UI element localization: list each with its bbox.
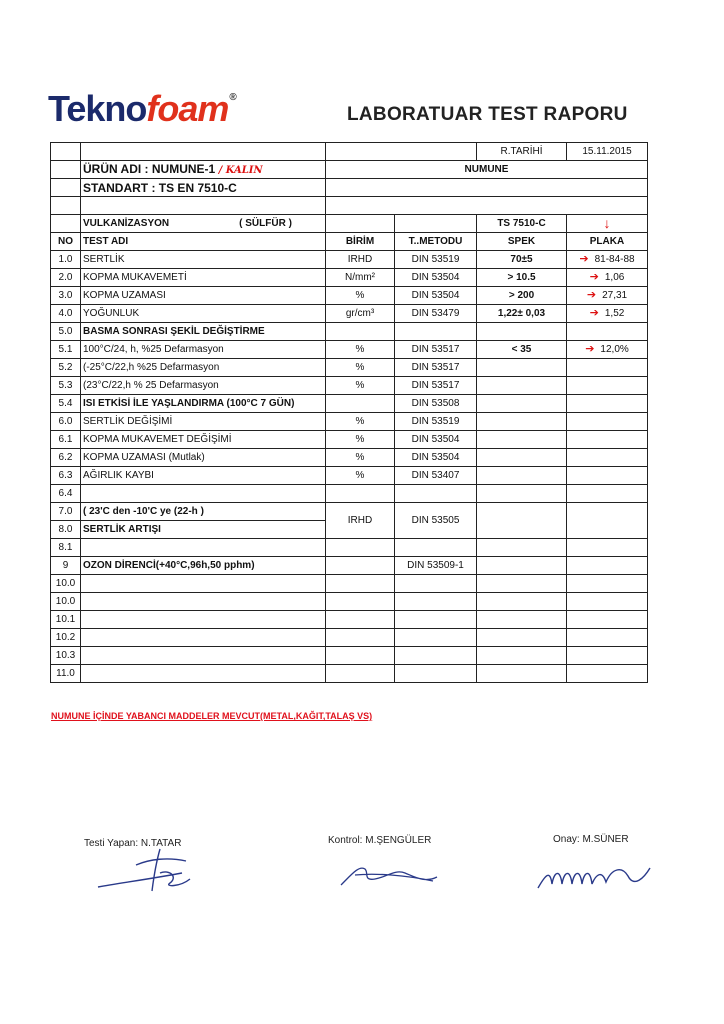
plate-value: [567, 413, 648, 431]
row-no: 6.0: [51, 413, 81, 431]
spec-value: > 200: [477, 287, 567, 305]
test-method: [395, 485, 477, 503]
col-header-plate: PLAKA: [567, 233, 648, 251]
test-name: ( 23'C den -10'C ye (22-h ): [81, 503, 326, 521]
spec-value: [477, 323, 567, 341]
unit: %: [326, 287, 395, 305]
test-name: [81, 575, 326, 593]
table-row: [51, 647, 648, 665]
test-method: DIN 53517: [395, 341, 477, 359]
table-row: [51, 341, 648, 359]
plate-value: [567, 359, 648, 377]
test-name: (-25°C/22,h %25 Defarmasyon: [81, 359, 326, 377]
plate-value: [567, 665, 648, 683]
standard-row: [51, 179, 648, 197]
test-method: DIN 53517: [395, 359, 477, 377]
unit: [326, 323, 395, 341]
foreign-material-note: NUMUNE İÇİNDE YABANCI MADDELER MEVCUT(METAL,KAĞIT,TALAŞ VS): [51, 711, 373, 721]
tested-by-label: Testi Yapan: N.TATAR: [84, 838, 182, 849]
approved-by-signature: [532, 848, 662, 898]
test-method: DIN 53504: [395, 287, 477, 305]
test-method: DIN 53479: [395, 305, 477, 323]
plate-text: 12,0%: [600, 344, 629, 355]
red-arrow-icon: ➔: [585, 343, 595, 355]
test-method: [395, 323, 477, 341]
approved-by-label: Onay: M.SÜNER: [553, 834, 629, 845]
unit: [326, 593, 395, 611]
table-row: [51, 305, 648, 323]
col-header-unit: BİRİM: [326, 233, 395, 251]
unit: %: [326, 341, 395, 359]
table-row: [51, 539, 648, 557]
plate-value: [567, 377, 648, 395]
row-no: 5.1: [51, 341, 81, 359]
table-row: [51, 467, 648, 485]
row-no: 10.0: [51, 575, 81, 593]
unit: [326, 647, 395, 665]
checked-by-signature: [335, 855, 445, 895]
test-name: [81, 539, 326, 557]
red-arrow-icon: ➔: [589, 271, 599, 283]
table-row: [51, 575, 648, 593]
table-row: [51, 251, 648, 269]
test-method: DIN 53519: [395, 251, 477, 269]
table-row-merged-top: [51, 503, 648, 521]
spec-value: [477, 449, 567, 467]
product-name: [81, 161, 326, 179]
plate-text: 1,52: [604, 308, 625, 319]
test-method: DIN 53517: [395, 377, 477, 395]
row-no: 6.2: [51, 449, 81, 467]
plate-value: [567, 629, 648, 647]
logo-text-part2: foam: [146, 88, 229, 129]
logo-registered-mark: ®: [229, 92, 236, 103]
test-name: KOPMA MUKAVEMET DEĞİŞİMİ: [81, 431, 326, 449]
plate-text: 81-84-88: [594, 254, 635, 265]
row-no: 5.3: [51, 377, 81, 395]
plate-value: [567, 305, 648, 323]
unit: [326, 629, 395, 647]
product-handnote: / KALIN: [218, 165, 263, 176]
table-row: [51, 323, 648, 341]
unit: [326, 539, 395, 557]
vulcanization-cell: [81, 215, 326, 233]
plate-value: [567, 287, 648, 305]
row-no: 5.4: [51, 395, 81, 413]
unit: [326, 557, 395, 575]
test-name: KOPMA UZAMASI (Mutlak): [81, 449, 326, 467]
test-name: [81, 611, 326, 629]
plate-value: [567, 647, 648, 665]
spec-value: [477, 647, 567, 665]
spec-value: [477, 413, 567, 431]
unit: [326, 395, 395, 413]
table-row: [51, 665, 648, 683]
plate-value: [567, 611, 648, 629]
test-name: SERTLİK DEĞİŞİMİ: [81, 413, 326, 431]
unit: [326, 611, 395, 629]
test-method: DIN 53407: [395, 467, 477, 485]
plate-value: [567, 503, 648, 539]
test-method: [395, 629, 477, 647]
table-row: [51, 359, 648, 377]
spec-value: [477, 377, 567, 395]
test-name: [81, 485, 326, 503]
col-header-test-name: TEST ADI: [81, 233, 326, 251]
plate-text: 1,06: [604, 272, 625, 283]
unit: [326, 665, 395, 683]
unit: %: [326, 449, 395, 467]
column-header-row: [51, 233, 648, 251]
row-no: 10.1: [51, 611, 81, 629]
logo-text-part1: Tekno: [48, 88, 147, 129]
spec-value: 1,22± 0,03: [477, 305, 567, 323]
spec-standard: TS 7510-C: [477, 215, 567, 233]
test-method: DIN 53509-1: [395, 557, 477, 575]
test-method: DIN 53504: [395, 269, 477, 287]
test-name: [81, 647, 326, 665]
unit: %: [326, 359, 395, 377]
row-no: 6.3: [51, 467, 81, 485]
test-method: [395, 575, 477, 593]
sample-label: NUMUNE: [326, 161, 648, 179]
unit: IRHD: [326, 251, 395, 269]
row-no: 1.0: [51, 251, 81, 269]
test-name: BASMA SONRASI ŞEKİL DEĞİŞTİRME: [81, 323, 326, 341]
table-row: [51, 629, 648, 647]
report-date-label: R.TARİHİ: [477, 143, 567, 161]
plate-value: [567, 485, 648, 503]
spec-value: [477, 575, 567, 593]
report-table: [50, 142, 648, 683]
test-name: OZON DİRENCİ(+40°C,96h,50 pphm): [81, 557, 326, 575]
test-method: [395, 593, 477, 611]
test-method: DIN 53504: [395, 449, 477, 467]
report-date: 15.11.2015: [567, 143, 648, 161]
table-row: [51, 377, 648, 395]
spec-value: < 35: [477, 341, 567, 359]
row-no: 10.3: [51, 647, 81, 665]
unit: %: [326, 431, 395, 449]
test-method: DIN 53504: [395, 431, 477, 449]
test-name: KOPMA MUKAVEMETİ: [81, 269, 326, 287]
test-method: DIN 53508: [395, 395, 477, 413]
unit: N/mm²: [326, 269, 395, 287]
plate-value: [567, 269, 648, 287]
test-name: YOĞUNLUK: [81, 305, 326, 323]
page-title: LABORATUAR TEST RAPORU: [347, 104, 628, 125]
plate-text: 27,31: [602, 290, 628, 301]
row-no: 11.0: [51, 665, 81, 683]
col-header-method: T..METODU: [395, 233, 477, 251]
plate-value: [567, 539, 648, 557]
test-method: DIN 53519: [395, 413, 477, 431]
test-name: KOPMA UZAMASI: [81, 287, 326, 305]
product-label: ÜRÜN ADI : NUMUNE-1: [83, 162, 216, 176]
plate-value: [567, 557, 648, 575]
spec-value: [477, 431, 567, 449]
row-no: 8.0: [51, 521, 81, 539]
test-name: AĞIRLIK KAYBI: [81, 467, 326, 485]
red-arrow-icon: ➔: [586, 289, 597, 301]
table-row: [51, 413, 648, 431]
spec-value: [477, 359, 567, 377]
row-no: 8.1: [51, 539, 81, 557]
test-name: ISI ETKİSİ İLE YAŞLANDIRMA (100°C 7 GÜN): [81, 395, 326, 413]
table-row: [51, 287, 648, 305]
test-name: 100°C/24, h, %25 Defarmasyon: [81, 341, 326, 359]
company-logo: [48, 88, 236, 129]
spec-value: [477, 557, 567, 575]
spec-value: [477, 467, 567, 485]
row-no: 6.4: [51, 485, 81, 503]
plate-value: [567, 449, 648, 467]
unit: [326, 575, 395, 593]
unit: gr/cm³: [326, 305, 395, 323]
spec-value: [477, 395, 567, 413]
row-no: 10.2: [51, 629, 81, 647]
table-row: [51, 449, 648, 467]
col-header-spec: SPEK: [477, 233, 567, 251]
spec-value: [477, 485, 567, 503]
row-no: 5.2: [51, 359, 81, 377]
row-no: 10.0: [51, 593, 81, 611]
test-method: [395, 665, 477, 683]
col-header-no: NO: [51, 233, 81, 251]
row-no: 9: [51, 557, 81, 575]
spec-value: [477, 539, 567, 557]
test-name: [81, 629, 326, 647]
vulcanization-label: VULKANİZASYON: [83, 217, 170, 229]
plate-value: [567, 593, 648, 611]
spec-value: [477, 611, 567, 629]
spec-value: [477, 503, 567, 539]
plate-value: [567, 251, 648, 269]
row-no: 4.0: [51, 305, 81, 323]
unit: %: [326, 377, 395, 395]
row-no: 7.0: [51, 503, 81, 521]
down-arrow-icon: ↓: [603, 215, 611, 231]
checked-by-label: Kontrol: M.ŞENGÜLER: [328, 835, 432, 846]
test-method: DIN 53505: [395, 503, 477, 539]
test-name: (23°C/22,h % 25 Defarmasyon: [81, 377, 326, 395]
test-name: SERTLİK ARTIŞI: [81, 521, 326, 539]
table-row: [51, 593, 648, 611]
test-name: SERTLİK: [81, 251, 326, 269]
row-no: 6.1: [51, 431, 81, 449]
plate-value: [567, 323, 648, 341]
vulcanization-row: [51, 215, 648, 233]
plate-value: [567, 395, 648, 413]
plate-value: [567, 575, 648, 593]
table-row: [51, 611, 648, 629]
table-row: [51, 395, 648, 413]
table-row: [51, 431, 648, 449]
plate-value: [567, 341, 648, 359]
red-arrow-icon: ➔: [589, 307, 599, 319]
unit: %: [326, 413, 395, 431]
test-name: [81, 665, 326, 683]
test-method: [395, 539, 477, 557]
product-row: [51, 161, 648, 179]
table-row: [51, 485, 648, 503]
spec-value: [477, 665, 567, 683]
tested-by-signature: [90, 843, 200, 903]
date-row: [51, 143, 648, 161]
table-row: [51, 269, 648, 287]
test-method: [395, 647, 477, 665]
unit: [326, 485, 395, 503]
plate-value: [567, 431, 648, 449]
spec-value: [477, 593, 567, 611]
spec-value: 70±5: [477, 251, 567, 269]
test-method: [395, 611, 477, 629]
spec-value: [477, 629, 567, 647]
unit: IRHD: [326, 503, 395, 539]
red-arrow-icon: ➔: [579, 253, 589, 265]
spec-value: > 10.5: [477, 269, 567, 287]
test-name: [81, 593, 326, 611]
unit: %: [326, 467, 395, 485]
plate-value: [567, 467, 648, 485]
vulcanization-value: ( SÜLFÜR ): [239, 217, 292, 229]
table-row: [51, 557, 648, 575]
standard-label: STANDART : TS EN 7510-C: [81, 179, 326, 197]
row-no: 5.0: [51, 323, 81, 341]
spacer-row: [51, 197, 648, 215]
row-no: 3.0: [51, 287, 81, 305]
row-no: 2.0: [51, 269, 81, 287]
